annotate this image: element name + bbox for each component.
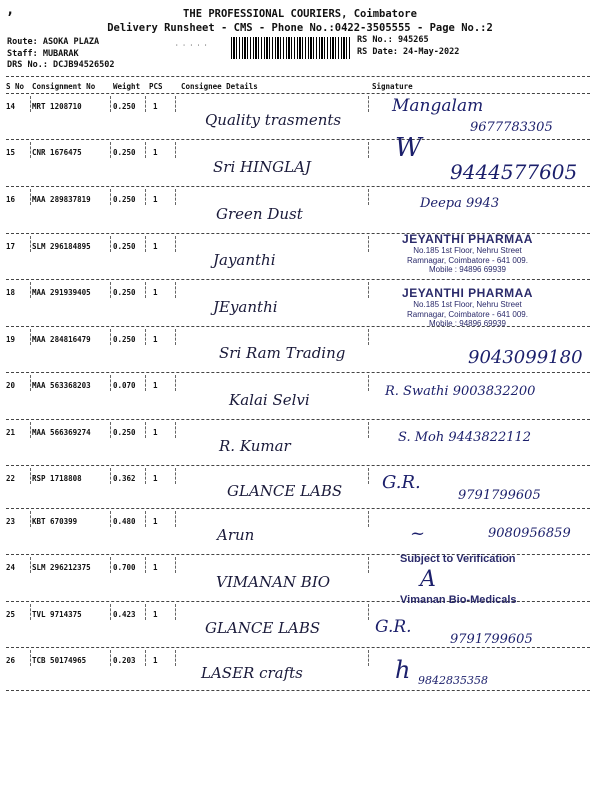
row-sno: 25 [6,610,16,619]
column-separator [30,650,31,666]
row-sno: 15 [6,148,16,157]
column-separator [110,422,111,438]
column-separator [110,189,111,205]
row-weight: 0.203 [113,656,136,665]
column-separator [110,282,111,298]
row-consignment: MAA 291939405 [32,288,91,297]
signature-row22: 9791799605 [458,488,541,503]
company-title: THE PROFESSIONAL COURIERS, Coimbatore [183,8,417,20]
row-consignment: TCB 50174965 [32,656,87,665]
row-sno: 21 [6,428,16,437]
corner-mark: , [6,2,15,18]
column-separator [145,282,146,298]
row-pcs: 1 [153,102,158,111]
column-separator [368,422,369,438]
column-separator [110,650,111,666]
signature-row15: 9444577605 [450,160,578,184]
column-separator [110,96,111,112]
column-separator [175,375,176,391]
row-sno: 17 [6,242,16,251]
column-separator [30,96,31,112]
row-pcs: 1 [153,563,158,572]
column-separator [30,422,31,438]
signature-row20: R. Swathi 9003832200 [385,384,536,399]
row-pcs: 1 [153,428,158,437]
column-separator [30,329,31,345]
column-separator [30,142,31,158]
table-row [0,187,600,234]
small-dots: · · · · · [175,42,208,49]
row-weight: 0.480 [113,517,136,526]
col-consignment: Consignment No [32,82,96,91]
row-consignment: TVL 9714375 [32,610,82,619]
column-separator [368,650,369,666]
jeyanthi-stamp-1: JEYANTHI PHARMAA No.185 1st Floor, Nehru Street Ramnagar, Coimbatore - 641 009. Mobile : 94896 69939 [402,232,533,274]
row-weight: 0.250 [113,242,136,251]
column-separator [175,189,176,205]
header-left-block [7,37,114,72]
row-weight: 0.700 [113,563,136,572]
signature-row22-scrawl: G.R. [382,472,421,493]
column-separator [30,557,31,573]
column-separator [368,189,369,205]
column-separator [368,329,369,345]
column-separator [175,650,176,666]
header-right-block [357,35,459,58]
column-separator [145,511,146,527]
signature-row23-scrawl: ~ [410,523,426,544]
row-consignee-handwritten: JEyanthi [213,298,278,316]
signature-row14-scrawl: Mangalam [392,96,484,116]
header-divider [6,76,590,77]
row-consignee-handwritten: Sri Ram Trading [219,344,346,362]
row-weight: 0.250 [113,102,136,111]
column-separator [175,142,176,158]
column-separator [175,422,176,438]
row-consignee-handwritten: Quality trasments [205,111,342,129]
column-separator [145,468,146,484]
signature-row26-scrawl: h [395,656,411,684]
row-sno: 22 [6,474,16,483]
row-sno: 20 [6,381,16,390]
column-separator [368,375,369,391]
row-weight: 0.070 [113,381,136,390]
row-sno: 14 [6,102,16,111]
row-consignment: SLM 296212375 [32,563,91,572]
signature-row15-scrawl: W [395,133,422,163]
row-weight: 0.250 [113,195,136,204]
verification-stamp: Subject to Verification [400,553,516,565]
row-consignment: RSP 1718808 [32,474,82,483]
column-separator [30,282,31,298]
row-pcs: 1 [153,195,158,204]
row-consignee-handwritten: LASER crafts [201,664,303,682]
row-pcs: 1 [153,474,158,483]
row-consignee-handwritten: Arun [217,526,255,544]
row-weight: 0.250 [113,335,136,344]
row-consignee-handwritten: R. Kumar [219,437,291,455]
row-sno: 23 [6,517,16,526]
column-separator [368,604,369,620]
row-consignee-handwritten: Sri HINGLAJ [213,158,311,176]
row-consignee-handwritten: GLANCE LABS [227,482,343,500]
row-consignment: MRT 1208710 [32,102,82,111]
signature-row21: S. Moh 9443822112 [398,430,532,445]
row-weight: 0.250 [113,428,136,437]
row-weight: 0.250 [113,148,136,157]
signature-row24-scrawl: A [420,567,436,592]
column-separator [145,142,146,158]
col-consignee: Consignee Details [181,82,258,91]
row-pcs: 1 [153,288,158,297]
row-sno: 16 [6,195,16,204]
column-separator [145,557,146,573]
row-consignment: CNR 1676475 [32,148,82,157]
row-weight: 0.250 [113,288,136,297]
col-sno: S No [6,82,25,91]
column-separator [110,511,111,527]
rs-number: RS No.: 945265 [357,35,429,45]
column-separator [368,142,369,158]
col-pcs: PCS [149,82,163,91]
row-sno: 26 [6,656,16,665]
row-divider [6,690,590,691]
row-weight: 0.423 [113,610,136,619]
column-separator [368,468,369,484]
col-signature: Signature [372,82,413,91]
column-separator [145,650,146,666]
runsheet-subtitle: Delivery Runsheet - CMS - Phone No.:0422-3505555 - Page No.:2 [107,22,493,34]
drs-label: DRS No.: DCJB94526502 [7,60,115,70]
column-separator [175,329,176,345]
row-consignment: KBT 670399 [32,517,78,526]
row-pcs: 1 [153,148,158,157]
signature-row26: 9842835358 [418,674,488,687]
column-separator [145,189,146,205]
row-pcs: 1 [153,242,158,251]
staff-label: Staff: MUBARAK [7,48,79,59]
row-consignment: MAA 289837819 [32,195,91,204]
column-separator [110,604,111,620]
row-pcs: 1 [153,656,158,665]
column-separator [175,557,176,573]
rs-date: RS Date: 24-May-2022 [357,46,460,57]
row-consignment: SLM 296184895 [32,242,91,251]
row-consignee-handwritten: Jayanthi [213,251,276,269]
column-separator [175,511,176,527]
column-separator [30,189,31,205]
column-separator [145,375,146,391]
row-sno: 19 [6,335,16,344]
column-separator [110,142,111,158]
signature-row25-scrawl: G.R. [375,617,412,637]
row-sno: 18 [6,288,16,297]
column-separator [145,329,146,345]
signature-row14: 9677783305 [470,120,553,135]
route-label: Route: ASOKA PLAZA [7,37,100,47]
column-separator [175,468,176,484]
barcode [231,37,351,59]
table-row [0,648,600,691]
column-separator [175,282,176,298]
column-separator [368,511,369,527]
column-separator [110,557,111,573]
signature-row25: 9791799605 [450,632,533,647]
column-separator [175,236,176,252]
column-separator [30,604,31,620]
signature-row23: 9080956859 [488,526,571,541]
signature-row16: Deepa 9943 [420,196,500,211]
row-consignment: MAA 563368203 [32,381,91,390]
column-separator [110,468,111,484]
column-separator [30,468,31,484]
column-separator [175,604,176,620]
signature-row19: 9043099180 [468,347,583,368]
column-separator [30,236,31,252]
row-consignment: MAA 566369274 [32,428,91,437]
col-weight: Weight [113,82,141,91]
column-separator [145,96,146,112]
row-consignee-handwritten: GLANCE LABS [205,619,321,637]
row-consignee-handwritten: Kalai Selvi [229,391,310,409]
column-separator [175,96,176,112]
row-consignee-handwritten: Green Dust [216,205,303,223]
row-pcs: 1 [153,381,158,390]
column-separator [30,511,31,527]
row-pcs: 1 [153,335,158,344]
row-weight: 0.362 [113,474,136,483]
column-separator [145,236,146,252]
row-pcs: 1 [153,517,158,526]
row-consignment: MAA 284816479 [32,335,91,344]
vimanan-stamp: Vimanan Bio-Medicals [400,594,517,606]
jeyanthi-stamp-2: JEYANTHI PHARMAA No.185 1st Floor, Nehru Street Ramnagar, Coimbatore - 641 009. Mobile : 94896 69939 [402,286,533,328]
column-separator [368,557,369,573]
row-consignee-handwritten: VIMANAN BIO [216,573,331,591]
column-separator [145,422,146,438]
column-separator [110,236,111,252]
row-pcs: 1 [153,610,158,619]
row-sno: 24 [6,563,16,572]
column-separator [145,604,146,620]
column-separator [368,96,369,112]
column-separator [30,375,31,391]
column-separator [110,329,111,345]
column-separator [110,375,111,391]
